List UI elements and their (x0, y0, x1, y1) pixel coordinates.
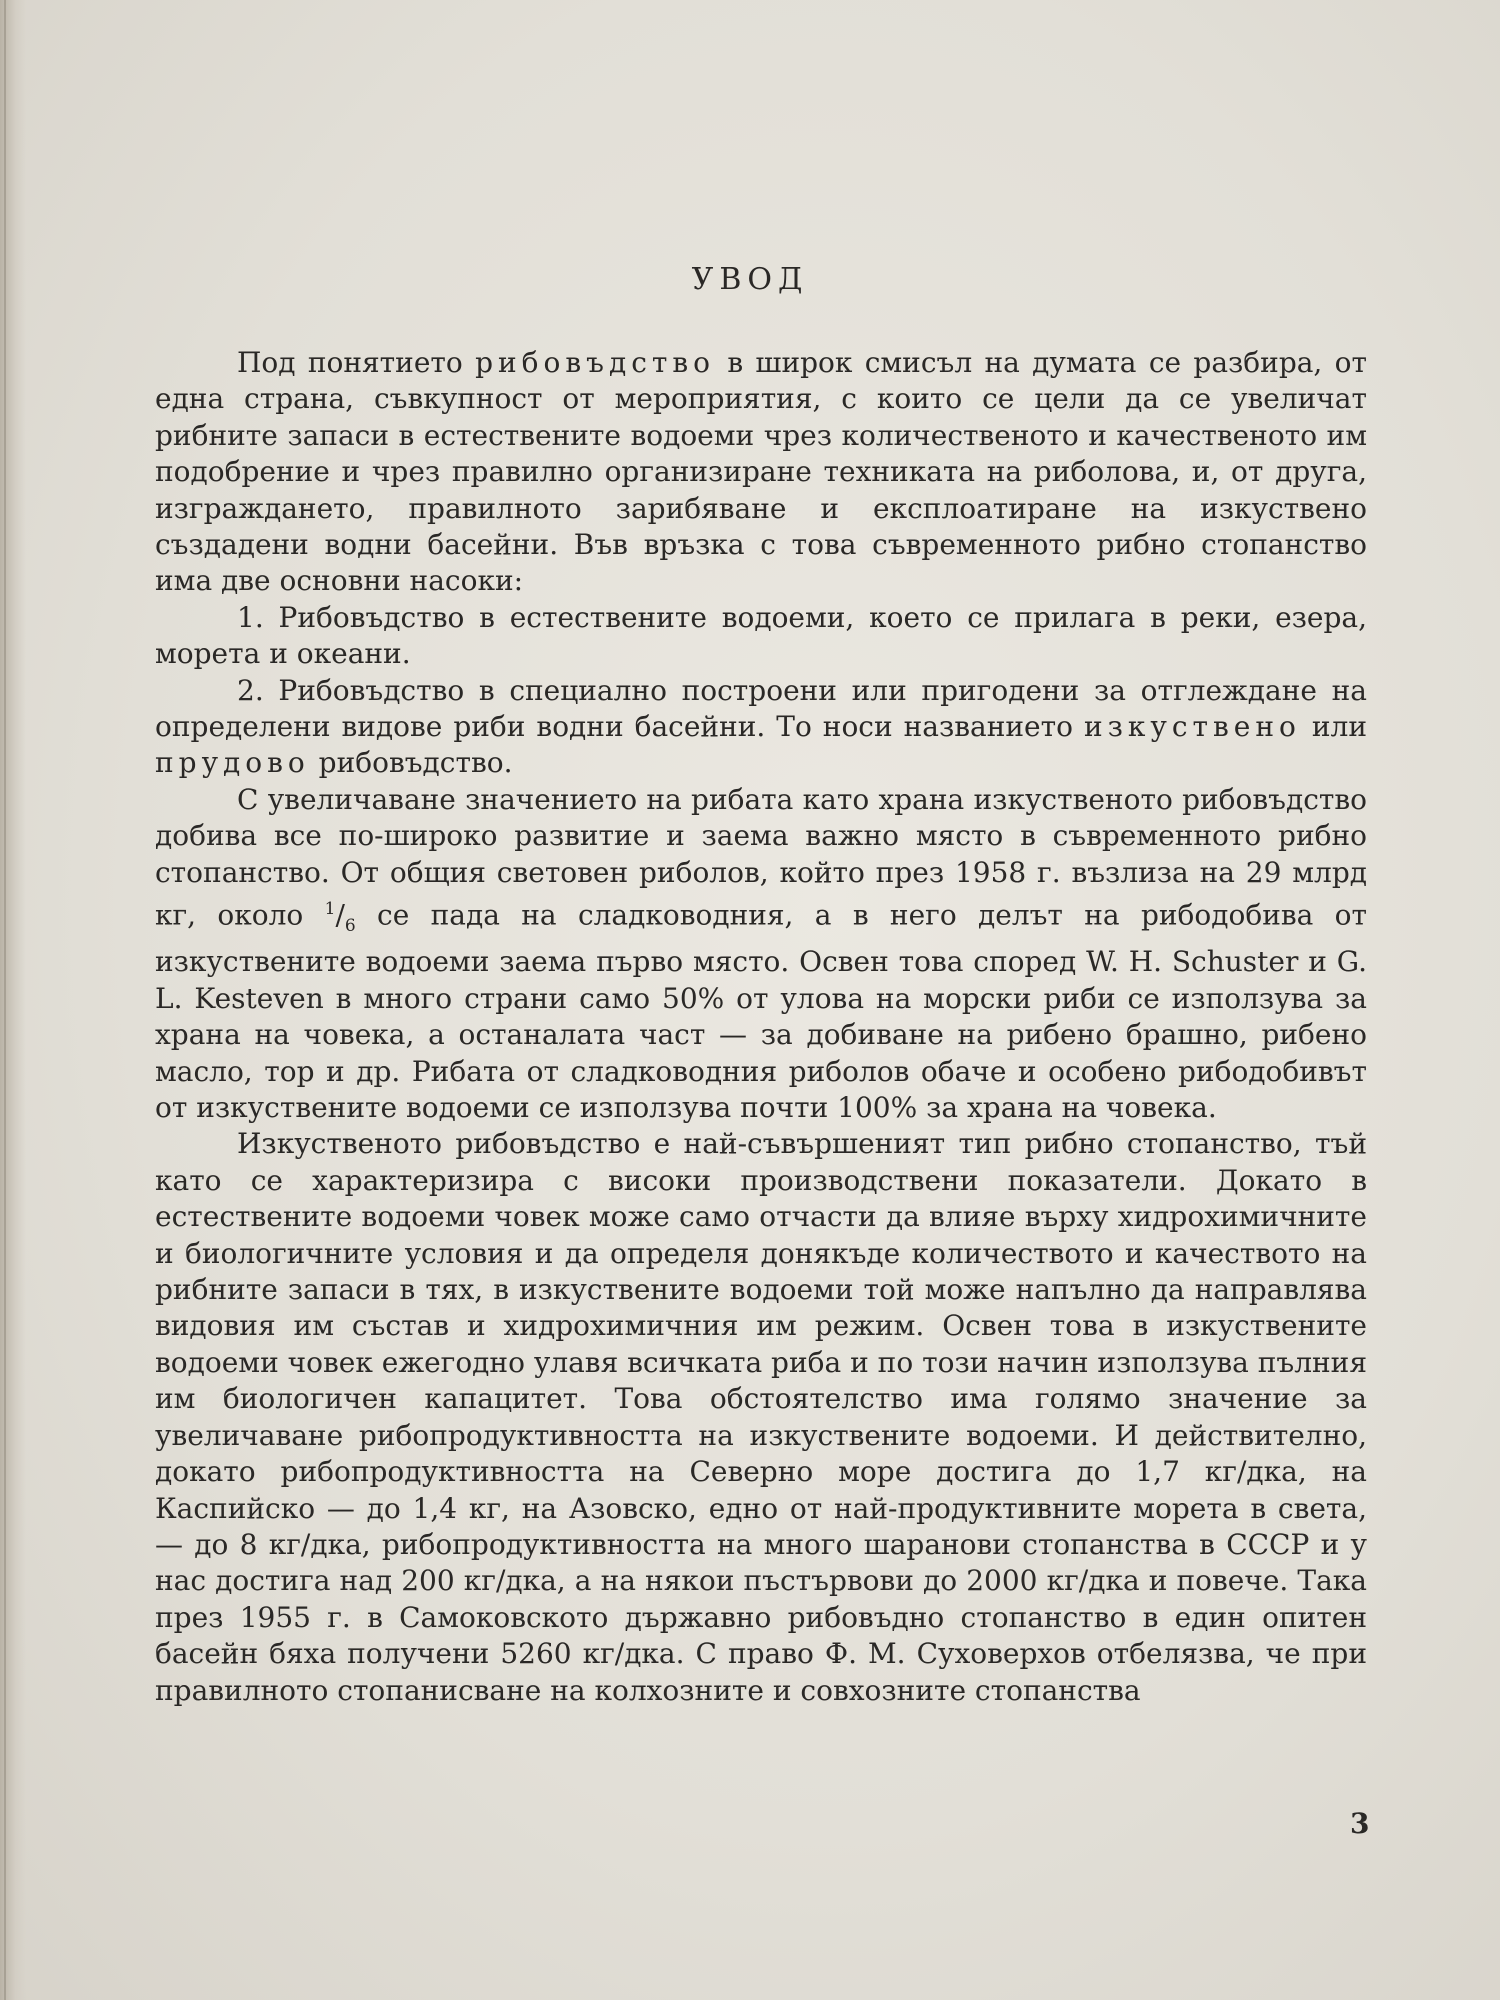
spaced-term: прудово (155, 746, 310, 780)
body-text (155, 345, 1367, 1709)
percent-value: 100% (837, 1091, 918, 1125)
percent-value: 50% (662, 981, 725, 1015)
list-item-1: 1. Рибовъдство в естествените водоеми, което се прилага в реки, езера, морета и океани. (155, 600, 1367, 671)
list-item-2: 2. Рибовъдство в специално построени или пригодени за отглеждане на определени видове риби водни басейни. То носи названието изкуствено или прудово рибовъдство. (155, 673, 1367, 780)
paragraph-3: Изкуственото рибовъдство е най-съвършеният тип рибно стопанство, тъй като се характеризира с високи производствени показатели. Докато в естествените водоеми човек може само отчасти да влияе върху хидрохимичните и биологичните условия и да определя донякъде количеството и качеството на рибните запаси в тях, в изкуствените водоеми той може напълно да направлява видовия им състав и хидрохимичния им режим. Освен това в изкуствените водоеми човек ежегодно улавя всичката риба и по този начин използува пълния им биологичен капацитет. Това обстоятелство има голямо значение за увеличаване рибопродуктивността на изкуствените водоеми. И действително, докато рибопродуктивността на Северно море достига до 1,7 кг/дка, на Каспийско — до 1,4 кг, на Азовско, едно от най-продуктивните морета в света, — до 8 кг/дка, рибопродуктивността на много шаранови стопанства в СССР и у нас достига над 200 кг/дка, а на някои пъстървови до 2000 кг/дка и повече. Така през 1955 г. в Самоковското държавно рибовъдно стопанство в един опитен басейн бяха получени 5260 кг/дка. С право Ф. М. Суховерхов отбелязва, че при правилното стопанисване на колхозните и совхозните стопанства (155, 1127, 1367, 1707)
fraction-numerator: 1 (324, 899, 336, 920)
spaced-term: изкуствено (1083, 710, 1301, 744)
spaced-term: рибовъдство (475, 346, 716, 379)
chapter-title: УВОД (691, 262, 809, 297)
page-binding-edge (4, 0, 6, 2000)
fraction-denominator: 6 (344, 916, 356, 937)
paragraph-1: Под понятието рибовъдство в широк смисъл на думата се разбира, от една страна, съвкупност от мероприятия, с които се цели да се увеличат рибните запаси в естествените водоеми чрез количественото и качественото им подобрение и чрез правилно организиране техниката на риболова, и, от друга, изграждането, правилното зарибяване и експлоатиране на изкуствено създадени водни басейни. Във връзка с това съвременното рибно стопанство има две основни насоки: (155, 346, 1368, 598)
page-number: 3 (1350, 1807, 1370, 1840)
paragraph-2: С увеличаване значението на рибата като храна изкуственото рибовъдство добива все по-широко развитие и заема важно място в съвременното рибно стопанство. От общия световен риболов, който през 1958 г. възлиза на 29 млрд кг, около $^1/_6$ се пада на сладководния, а в него делът на рибодобива от изкуствените водоеми заема първо място. Освен това според W. H. Schuster и G. L. Kesteven в много страни само 50% от улова на морски риби се използува за храна на човека, а останалата част — за добиване на рибено брашно, рибено масло, тор и др. Рибата от сладководния риболов обаче и особено рибодобивът от изкуствените водоеми се използува почти 100% за храна на човека. (155, 782, 1367, 1125)
